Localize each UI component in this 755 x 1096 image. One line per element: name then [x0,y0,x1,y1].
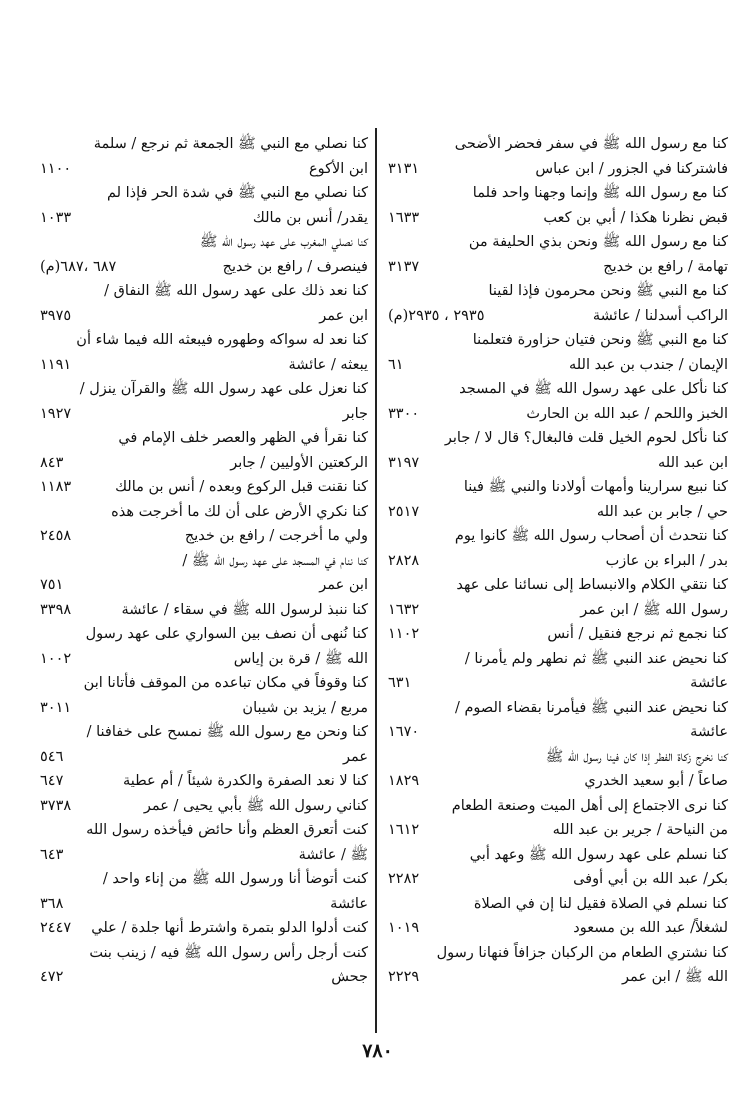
entry-text: جحش [331,969,368,985]
entry-text-line [40,353,368,378]
entry-text: كنا نعد ذلك على عهد رسول الله ﷺ النفاق / [104,283,368,299]
entry-reference-number: ٣١٣٧ [388,258,420,275]
entry-text: يقدر/ أنس بن مالك [252,209,368,226]
index-entry [388,475,728,524]
entry-text: كنا نصلي المغرب على عهد رسول الله ﷺ [199,234,368,250]
entry-reference-number: ٢٨٢٨ [388,552,420,569]
index-entry [388,132,728,181]
index-entry [40,941,368,990]
entry-text: لشغلاً/ عبد الله بن مسعود [573,920,728,936]
entry-text: عائشة [690,724,728,740]
entry-text-line [40,598,368,623]
entry-text-line [40,867,368,892]
index-entry [40,377,368,426]
entry-reference-number: ٦٤٣ [40,846,64,863]
entry-reference-number: ١١٠٠ [40,160,72,177]
entry-text: يبعثه / عائشة [288,356,368,373]
entry-text-line [388,524,728,549]
entry-text: الإيمان / جندب بن عبد الله [568,356,728,373]
entry-text-line [388,377,728,402]
entry-text-line [388,843,728,868]
entry-reference-number: ٨٤٣ [40,454,64,471]
entry-text-line [388,720,728,745]
entry-text: بكر/ عبد الله بن أبي أوفى [573,871,728,887]
entry-text-line [388,132,728,157]
entry-text-line [40,279,368,304]
entry-reference-number: ٢٩٣٥ ، ٢٩٣٥(م) [388,307,485,324]
index-entry [388,181,728,230]
page-number: ٧٨٠ [362,1040,393,1062]
index-entry [388,647,728,696]
index-column-left [40,132,368,990]
entry-reference-number: ٢٢٢٩ [388,969,420,985]
entry-text: كنا نخرج زكاة الفطر إذا كان فينا رسول الله ﷺ [545,748,728,765]
entry-text: كنا نصلي مع النبي ﷺ في شدة الحر فإذا لم [106,185,368,201]
entry-text-line [40,524,368,549]
entry-text-line [40,892,368,917]
entry-reference-number: ٣٧٣٨ [40,797,72,814]
entry-text: ولي ما أخرجت / رافع بن خديج [184,528,368,544]
entry-text: ابن عمر [319,577,368,593]
entry-text: عائشة [330,895,368,912]
entry-text-line [40,451,368,476]
entry-text-line [40,230,368,255]
entry-text-line [388,255,728,280]
entry-text-line [388,794,728,819]
index-entry [40,475,368,500]
entry-reference-number: ١٠٠٢ [40,650,72,667]
entry-text: كنا نحيض عند النبي ﷺ ثم نطهر ولم يأمرنا / [464,650,728,667]
entry-text-line [388,573,728,598]
entry-text: كنا نُنهى أن نصف بين السواري على عهد رسول [85,626,368,642]
entry-text: عائشة [690,675,728,691]
entry-reference-number: ٦٨٧ ،٦٨٧(م) [40,258,117,275]
entry-text-line [388,451,728,476]
index-entry [40,818,368,867]
index-entry [388,328,728,377]
entry-reference-number: ١٠١٩ [388,920,420,936]
entry-text-line [40,181,368,206]
index-entry [40,622,368,671]
index-entry [40,500,368,549]
entry-text-line [388,279,728,304]
entry-text: كنت أتعرق العظم وأنا حائض فيأخذه رسول الله [86,822,368,838]
entry-text-line [40,475,368,500]
entry-text-line [40,426,368,451]
entry-text: عمر [342,748,368,765]
entry-text: كنا نعد له سواكه وطهوره فيبعثه الله فيما شاء أن [76,332,368,348]
entry-reference-number: ٥٤٦ [40,748,64,765]
entry-text: تهامة / رافع بن خديج [603,258,728,275]
entry-text: الركعتين الأوليين / جابر [230,454,368,471]
entry-text: الخبز واللحم / عبد الله بن الحارث [526,405,728,422]
entry-reference-number: ١٦٧٠ [388,724,420,740]
entry-text: كنا نتقي الكلام والانبساط إلى نسائنا على عهد [456,577,728,593]
entry-text: الله ﷺ / قرة بن إياس [233,650,368,667]
entry-text: كنا نسلم على عهد رسول الله ﷺ وعهد أبي [469,846,728,863]
index-entry [40,867,368,916]
entry-text-line [388,157,728,182]
entry-reference-number: ٢٥١٧ [388,503,420,520]
entry-reference-number: ١١٩١ [40,356,72,373]
entry-text: الراكب أسدلنا / عائشة [592,307,728,324]
index-entry [388,941,728,990]
entry-reference-number: ١٦٣٢ [388,601,420,618]
entry-text: كنا نكري الأرض على أن لك ما أخرجت هذه [111,503,368,520]
entry-text: مربع / يزيد بن شيبان [242,699,368,716]
index-entry [40,794,368,819]
entry-text: كنا نأكل على عهد رسول الله ﷺ في المسجد [459,381,728,397]
entry-reference-number: ١٠٣٣ [40,209,72,226]
entry-reference-number: ٣١٩٧ [388,454,420,471]
index-entry [40,132,368,181]
entry-text-line [40,255,368,280]
index-entry [40,549,368,598]
entry-reference-number: ١٦٣٣ [388,209,420,226]
entry-text-line [40,328,368,353]
entry-text-line [40,671,368,696]
entry-text-line [388,181,728,206]
entry-text-line [388,941,728,966]
entry-text: كنا نعزل على عهد رسول الله ﷺ والقرآن ينزل / [79,381,368,397]
entry-text: كنا وقوفاً في مكان تباعده من الموقف فأتانا ابن [83,675,368,691]
index-entry [40,720,368,769]
entry-text-line [388,426,728,451]
entry-text: كنا ننام في المسجد على عهد رسول الله ﷺ / [182,552,368,569]
entry-text: قبض نظرنا هكذا / أبي بن كعب [543,209,728,226]
entry-text: كنت أدلوا الدلو بتمرة واشترط أنها جلدة / علي [91,920,368,936]
entry-reference-number: ٣٣٠٠ [388,405,420,422]
entry-text-line [388,769,728,794]
entry-reference-number: ٦٤٧ [40,773,64,789]
entry-text-line [40,132,368,157]
entry-text-line [388,818,728,843]
entry-text: كنت أتوضأ أنا ورسول الله ﷺ من إناء واحد / [102,871,368,887]
entry-text: ابن عبد الله [658,454,728,471]
entry-text: كنا نقنت قبل الركوع وبعده / أنس بن مالك [115,479,368,495]
entry-text-line [388,402,728,427]
entry-text-line [40,941,368,966]
entry-text-line [388,647,728,672]
index-entry [40,426,368,475]
index-entry [388,745,728,794]
index-entry [388,843,728,892]
entry-text: جابر [342,405,368,422]
entry-reference-number: ٢٢٨٢ [388,871,420,887]
entry-text: كنا ننبذ لرسول الله ﷺ في سقاء / عائشة [121,601,368,618]
entry-text-line [40,916,368,941]
entry-text: كنا مع رسول الله ﷺ وإنما وجهنا واحد فلما [472,185,728,201]
entry-text: حي / جابر بن عبد الله [596,503,728,520]
entry-text-line [388,353,728,378]
entry-text-line [40,573,368,598]
index-entry [388,622,728,647]
entry-text-line [388,549,728,574]
index-entry [40,598,368,623]
entry-text-line [40,965,368,990]
entry-text: بدر / البراء بن عازب [605,552,728,569]
index-entry [388,794,728,843]
entry-text-line [388,230,728,255]
index-entry [40,328,368,377]
entry-text-line [388,304,728,329]
entry-text-line [40,696,368,721]
entry-text-line [388,500,728,525]
entry-text: كنا نرى الاجتماع إلى أهل الميت وصنعة الطعام [451,797,728,814]
entry-reference-number: ٣٠١١ [40,699,72,716]
entry-text: صاعاً / أبو سعيد الخدري [584,773,728,789]
entry-text: كنا مع النبي ﷺ ونحن محرمون فإذا لقينا [488,283,728,299]
entry-text-line [40,402,368,427]
index-entry [40,181,368,230]
index-entry [388,426,728,475]
entry-text-line [40,304,368,329]
entry-text-line [388,598,728,623]
entry-text-line [40,818,368,843]
entry-text: كنا نبيع سرارينا وأمهات أولادنا والنبي ﷺ فينا [463,479,728,495]
entry-reference-number: ٦٣١ [388,675,412,691]
entry-reference-number: ١١٠٢ [388,626,420,642]
entry-text-line [388,671,728,696]
index-entry [40,230,368,279]
entry-text: كنا نتحدث أن أصحاب رسول الله ﷺ كانوا يوم [454,528,728,544]
entry-text-line [40,377,368,402]
entry-text-line [40,549,368,574]
entry-text: كنا مع رسول الله ﷺ ونحن بذي الحليفة من [468,234,728,250]
entry-text: كنا نأكل لحوم الخيل قلت فالبغال؟ قال لا / جابر [444,430,728,446]
index-entry [40,916,368,941]
entry-text-line [388,696,728,721]
index-entry [388,696,728,745]
entry-text-line [388,328,728,353]
entry-text: كنا مع النبي ﷺ ونحن فتيان حزاورة فتعلمنا [472,332,728,348]
entry-text-line [388,916,728,941]
entry-reference-number: ١٨٢٩ [388,773,420,789]
entry-text: كنا نقرأ في الظهر والعصر خلف الإمام في [118,430,368,446]
entry-text-line [40,843,368,868]
entry-text-line [388,745,728,770]
index-entry [40,769,368,794]
entry-text: كنا نحيض عند النبي ﷺ فيأمرنا بقضاء الصوم / [454,699,728,716]
entry-text-line [40,206,368,231]
entry-text: كنت أرجل رأس رسول الله ﷺ فيه / زينب بنت [89,944,368,961]
entry-reference-number: ١١٨٣ [40,479,72,495]
entry-reference-number: ٣٩٧٥ [40,307,72,324]
entry-text-line [388,622,728,647]
column-divider [375,128,377,1033]
entry-reference-number: ١٩٢٧ [40,405,72,422]
entry-text: ابن عمر [319,307,368,324]
entry-reference-number: ٧٥١ [40,577,64,593]
index-entry [40,279,368,328]
entry-text-line [388,892,728,917]
entry-text-line [40,769,368,794]
index-entry [388,573,728,622]
index-entry [388,377,728,426]
entry-text-line [388,867,728,892]
entry-text-line [40,157,368,182]
entry-text: كنا لا نعد الصفرة والكدرة شيئاً / أم عطية [122,773,368,789]
entry-text: فاشتركنا في الجزور / ابن عباس [535,160,728,177]
index-entry [388,524,728,573]
entry-text: الله ﷺ / ابن عمر [622,969,728,985]
index-entry [388,892,728,941]
entry-text: رسول الله ﷺ / ابن عمر [580,601,728,618]
index-entry [40,671,368,720]
index-entry [388,279,728,328]
entry-reference-number: ٣٣٩٨ [40,601,72,618]
entry-text-line [40,647,368,672]
entry-text-line [388,965,728,990]
entry-reference-number: ١٦١٢ [388,822,420,838]
entry-text: كنا نجمع ثم نرجع فنقيل / أنس [547,626,728,642]
entry-text: كناني رسول الله ﷺ بأبي يحيى / عمر [143,797,368,814]
entry-text: فينصرف / رافع بن خديج [222,258,368,275]
entry-reference-number: ٢٤٥٨ [40,528,72,544]
entry-text: من النياحة / جرير بن عبد الله [552,822,728,838]
entry-reference-number: ٢٤٤٧ [40,920,72,936]
entry-text: كنا نصلي مع النبي ﷺ الجمعة ثم نرجع / سلمة [93,136,368,152]
entry-text: كنا نشتري الطعام من الركبان جزافاً فنهانا رسول [436,944,728,961]
entry-reference-number: ٦١ [388,356,404,373]
index-entry [388,230,728,279]
entry-text-line [40,622,368,647]
entry-text: كنا نسلم في الصلاة فقيل لنا إن في الصلاة [473,895,728,912]
entry-text: كنا ونحن مع رسول الله ﷺ نمسح على خفافنا / [86,724,368,740]
entry-text-line [388,206,728,231]
entry-reference-number: ٤٧٢ [40,969,64,985]
entry-text: كنا مع رسول الله ﷺ في سفر فحضر الأضحى [454,136,728,152]
entry-reference-number: ٣١٣١ [388,160,420,177]
entry-reference-number: ٣٦٨ [40,895,64,912]
index-column-right [388,132,728,990]
entry-text-line [388,475,728,500]
entry-text-line [40,745,368,770]
entry-text: ﷺ / عائشة [298,846,368,863]
entry-text-line [40,500,368,525]
entry-text-line [40,720,368,745]
entry-text: ابن الأكوع [308,160,368,177]
entry-text-line [40,794,368,819]
